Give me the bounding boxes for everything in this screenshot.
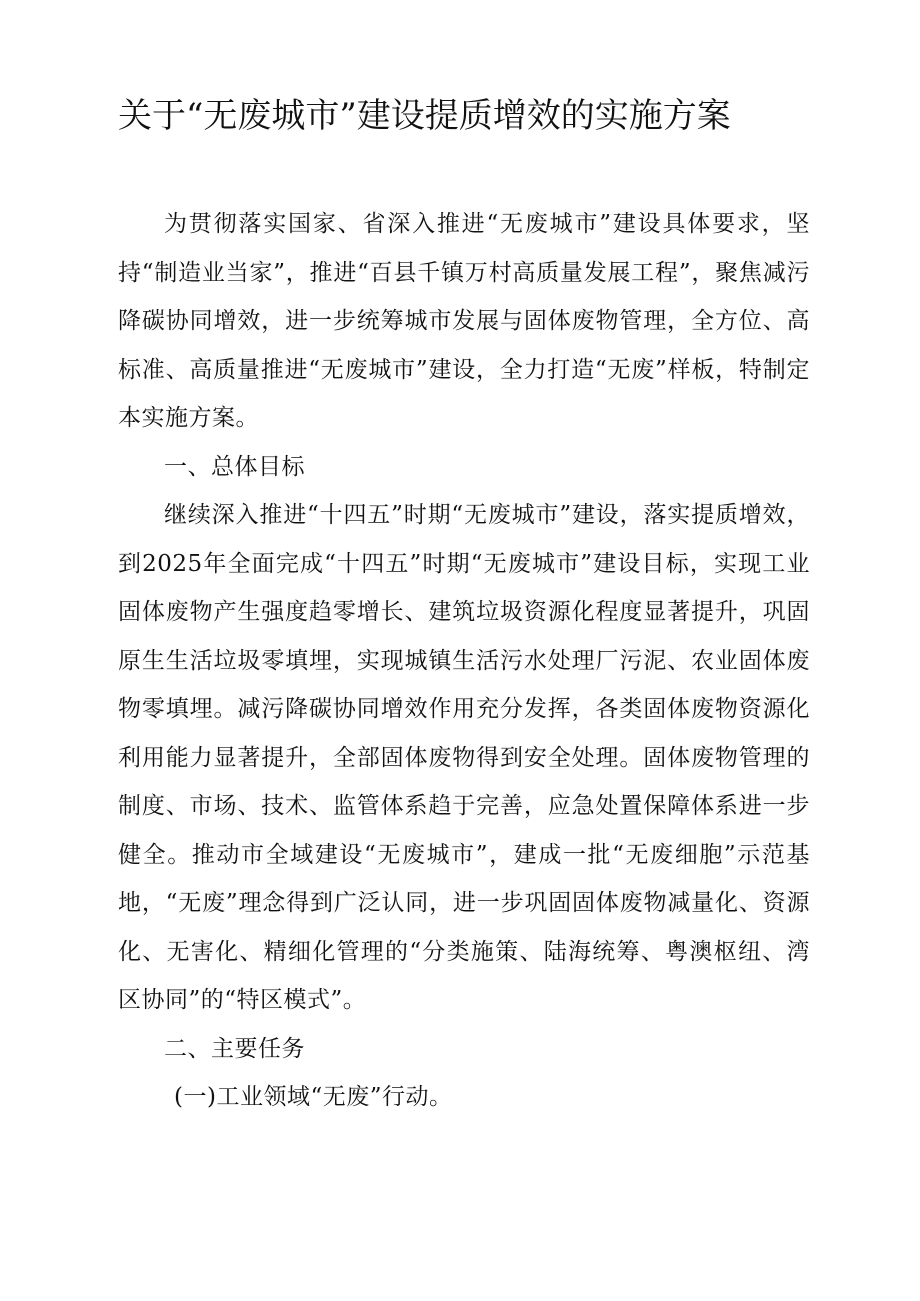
intro-paragraph: 为贯彻落实国家、省深入推进“无废城市”建设具体要求，坚持“制造业当家”，推进“百县千镇万村高质量发展工程”，聚焦减污降碳协同增效，进一步统筹城市发展与固体废物管理，全方位、高标准、高质量推进“无废城市”建设，全力打造“无废”样板，特制定本实施方案。 (118, 211, 810, 431)
section-heading-main-tasks: 二、主要任务 (164, 1035, 305, 1062)
subsection-heading-industrial: (一)工业领域“无废”行动。 (174, 1084, 453, 1110)
document-title: 关于“无废城市”建设提质增效的实施方案 (118, 96, 731, 136)
overall-goals-paragraph: 继续深入推进“十四五”时期“无废城市”建设，落实提质增效，到2025年全面完成“十四五”时期“无废城市”建设目标，实现工业固体废物产生强度趋零增长、建筑垃圾资源化程度显著提升，巩固原生生活垃圾零填埋，实现城镇生活污水处理厂污泥、农业固体废物零填埋。减污降碳协同增效作用充分发挥，各类固体废物资源化利用能力显著提升，全部固体废物得到安全处理。固体废物管理的制度、市场、技术、监管体系趋于完善，应急处置保障体系进一步健全。推动市全域建设“无废城市”，建成一批“无废细胞”示范基地，“无废”理念得到广泛认同，进一步巩固固体废物减量化、资源化、无害化、精细化管理的“分类施策、陆海统筹、粤澳枢纽、湾区协同”的“特区模式”。 (118, 502, 810, 1013)
section-heading-overall-goals: 一、总体目标 (164, 453, 305, 480)
document-body (118, 200, 810, 1122)
